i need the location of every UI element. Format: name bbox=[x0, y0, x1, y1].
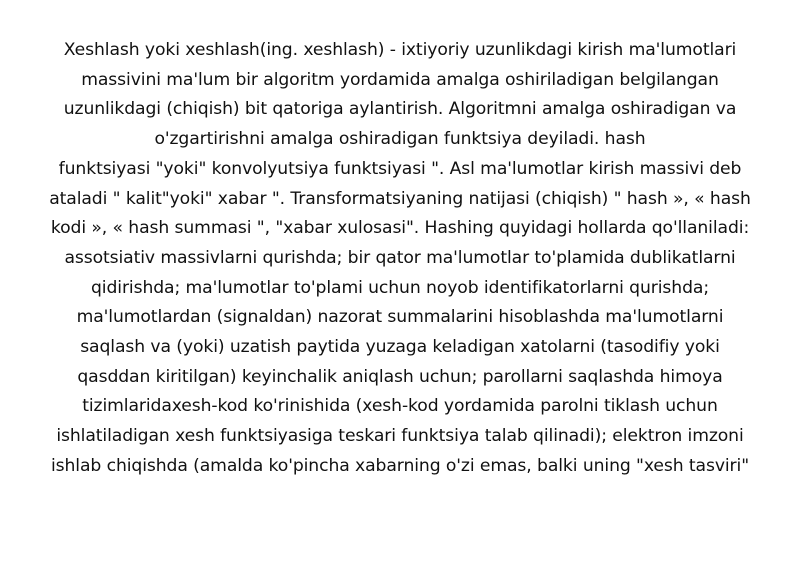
text-line: ataladi " kalit"yoki" xabar ". Transformatsiyaning natijasi (chiqish) " hash », « hash bbox=[49, 188, 751, 209]
text-line: qidirishda; ma'lumotlar to'plami uchun noyob identifikatorlarni qurishda; bbox=[90, 277, 710, 298]
text-line: uzunlikdagi (chiqish) bit qatoriga aylantirish. Algoritmni amalga oshiradigan va bbox=[63, 99, 737, 120]
text-line: ishlatiladigan xesh funktsiyasiga teskari funktsiya talab qilinadi); elektron imzoni bbox=[56, 426, 744, 447]
body-paragraph bbox=[0, 36, 800, 482]
text-line: massivini ma'lum bir algoritm yordamida amalga oshiriladigan belgilangan bbox=[81, 69, 719, 90]
text-line: ishlab chiqishda (amalda ko'pincha xabarning o'zi emas, balki uning "xesh tasviri" bbox=[50, 455, 750, 476]
text-line: Xeshlash yoki xeshlash(ing. xeshlash) - ixtiyoriy uzunlikdagi kirish ma'lumotlari bbox=[63, 40, 737, 60]
text-line: tizimlaridaxesh-kod ko'rinishida (xesh-kod yordamida parolni tiklash uchun bbox=[82, 396, 718, 417]
text-line: saqlash va (yoki) uzatish paytida yuzaga keladigan xatolarni (tasodifiy yoki bbox=[80, 337, 720, 358]
text-line: funktsiyasi "yoki" konvolyutsiya funktsiyasi ". Asl ma'lumotlar kirish massivi deb bbox=[58, 158, 742, 179]
text-line: o'zgartirishni amalga oshiradigan funktsiya deyiladi. hash bbox=[154, 129, 646, 150]
text-line: ma'lumotlardan (signaldan) nazorat summalarini hisoblashda ma'lumotlarni bbox=[76, 307, 724, 328]
text-line: kodi », « hash summasi ", "xabar xulosasi". Hashing quyidagi hollarda qo'llaniladi: bbox=[50, 218, 750, 239]
text-line: assotsiativ massivlarni qurishda; bir qator ma'lumotlar to'plamida dublikatlarni bbox=[64, 247, 736, 268]
text-line: qasddan kiritilgan) keyinchalik aniqlash uchun; parollarni saqlashda himoya bbox=[77, 366, 723, 387]
document-page bbox=[0, 36, 800, 482]
